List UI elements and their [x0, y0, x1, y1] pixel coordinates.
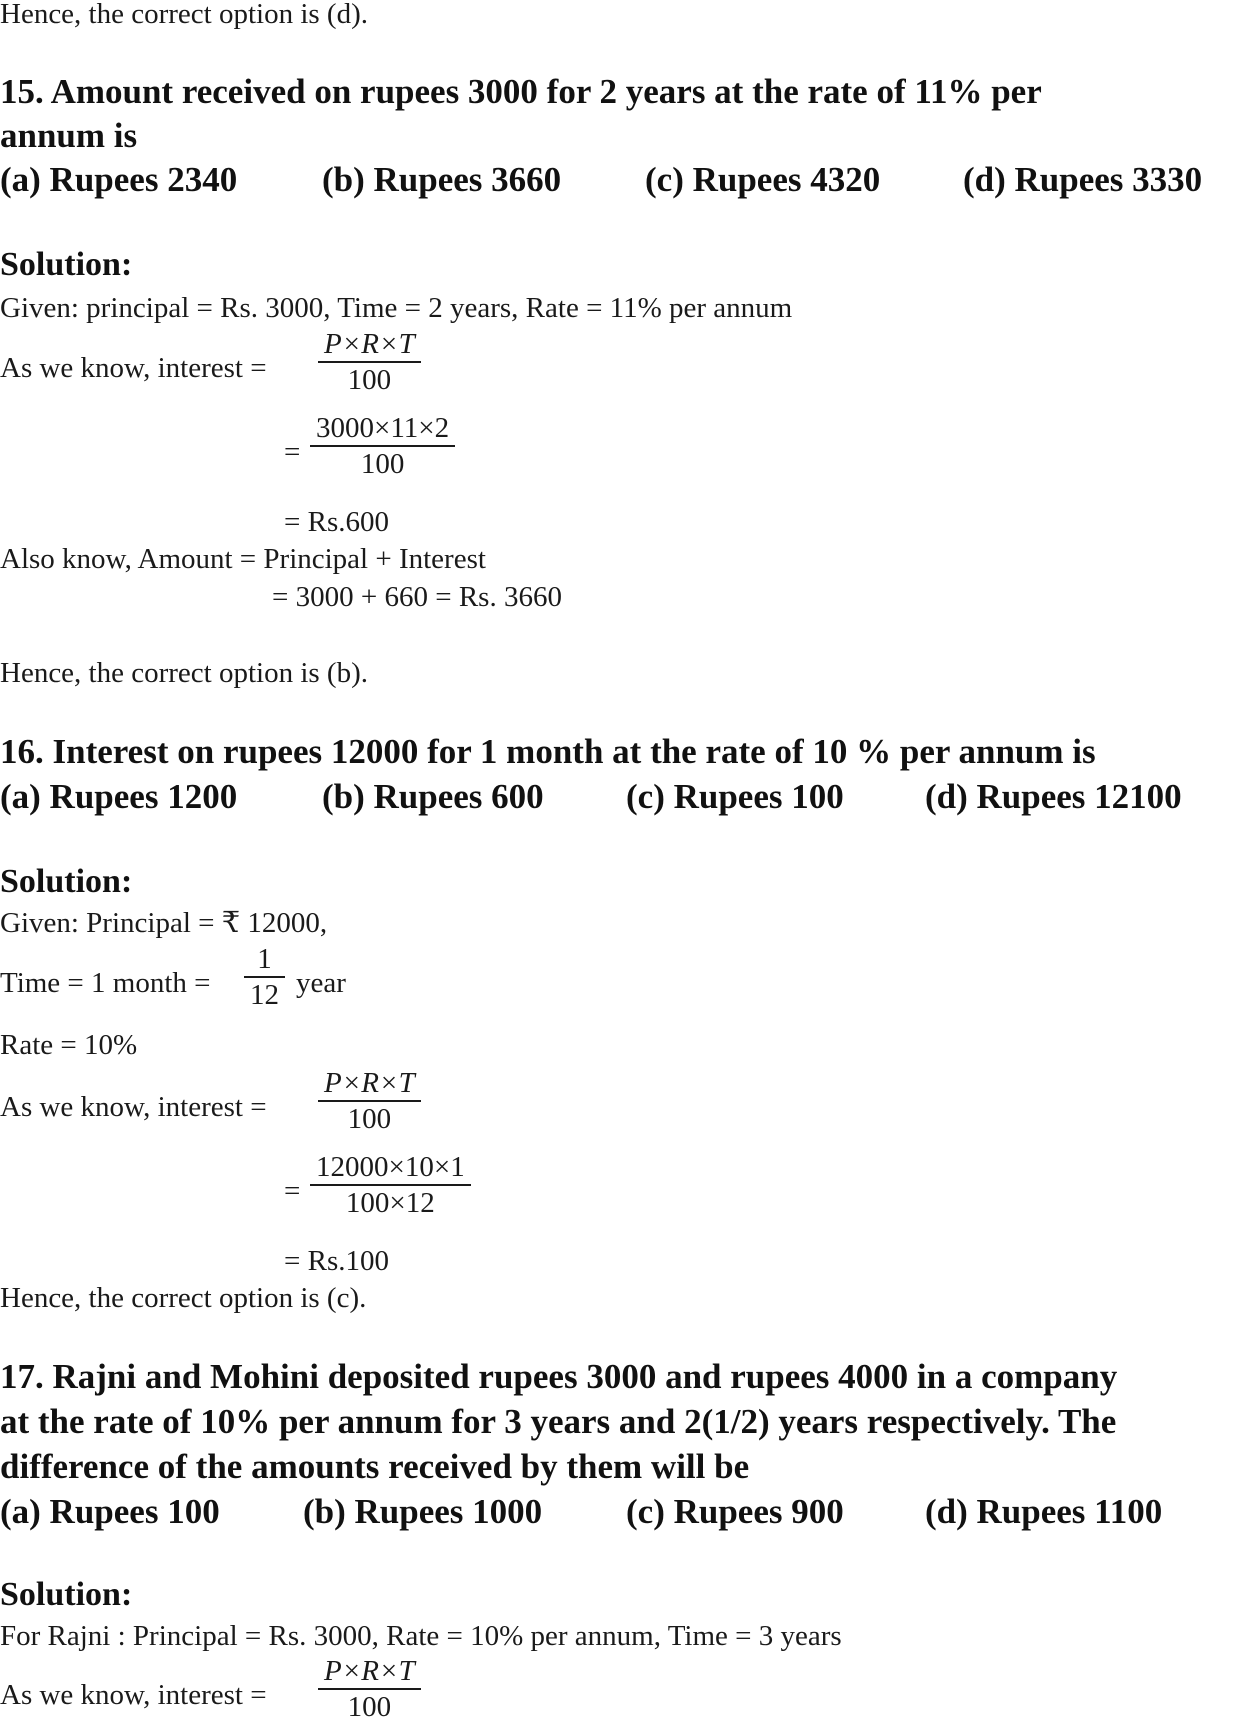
question-17-formula-fraction — [318, 1654, 421, 1724]
question-15-equals: = — [284, 436, 301, 468]
question-16-substitution-fraction — [310, 1150, 471, 1220]
question-15-substitution-fraction — [310, 411, 455, 481]
question-16-solution-heading: Solution: — [0, 863, 133, 900]
question-17-given: For Rajni : Principal = Rs. 3000, Rate = 10% per annum, Time = 3 years — [0, 1620, 842, 1652]
question-16-time-fraction — [244, 942, 285, 1012]
formula-numerator: P×R×T — [318, 1654, 421, 1690]
question-16-formula-fraction — [318, 1066, 421, 1136]
question-16-time-unit: year — [296, 967, 346, 999]
question-17-option-d: (d) Rupees 1100 — [925, 1492, 1163, 1531]
substitution-numerator: 3000×11×2 — [310, 411, 455, 447]
substitution-denominator: 100×12 — [345, 1187, 435, 1219]
question-16-interest-result: = Rs.100 — [284, 1245, 389, 1277]
question-15-amount-line: Also know, Amount = Principal + Interest — [0, 543, 486, 575]
previous-conclusion: Hence, the correct option is (d). — [0, 0, 368, 30]
question-15-line-2: annum is — [0, 116, 138, 155]
question-17-line-1: 17. Rajni and Mohini deposited rupees 3000 and rupees 4000 in a company — [0, 1357, 1118, 1396]
question-17-option-b: (b) Rupees 1000 — [303, 1492, 543, 1531]
question-16-time-label: Time = 1 month = — [0, 967, 211, 999]
question-16-given: Given: Principal = ₹ 12000, — [0, 907, 328, 939]
question-15-amount-calc: = 3000 + 660 = Rs. 3660 — [272, 581, 562, 613]
question-16-option-d: (d) Rupees 12100 — [925, 777, 1182, 816]
question-16-interest-label: As we know, interest = — [0, 1091, 267, 1123]
formula-numerator: P×R×T — [318, 1066, 421, 1102]
question-15-option-d: (d) Rupees 3330 — [963, 160, 1203, 199]
question-17-option-a: (a) Rupees 100 — [0, 1492, 220, 1531]
question-17-solution-heading: Solution: — [0, 1576, 133, 1613]
question-17-line-3: difference of the amounts received by them will be — [0, 1447, 750, 1486]
question-16-line-1: 16. Interest on rupees 12000 for 1 month at the rate of 10 % per annum is — [0, 732, 1096, 771]
question-15-given: Given: principal = Rs. 3000, Time = 2 years, Rate = 11% per annum — [0, 292, 793, 324]
question-16-option-a: (a) Rupees 1200 — [0, 777, 238, 816]
question-15-formula-fraction — [318, 327, 421, 397]
question-17-line-2: at the rate of 10% per annum for 3 years and 2(1/2) years respectively. The — [0, 1402, 1117, 1441]
question-16-conclusion: Hence, the correct option is (c). — [0, 1282, 367, 1314]
question-17-option-c: (c) Rupees 900 — [626, 1492, 844, 1531]
question-15-interest-label: As we know, interest = — [0, 352, 267, 384]
question-15-option-b: (b) Rupees 3660 — [322, 160, 562, 199]
question-16-equals: = — [284, 1175, 301, 1207]
question-15-solution-heading: Solution: — [0, 246, 133, 283]
question-17-interest-label: As we know, interest = — [0, 1679, 267, 1711]
question-15-interest-result: = Rs.600 — [284, 506, 389, 538]
question-15-option-c: (c) Rupees 4320 — [645, 160, 881, 199]
time-numerator: 1 — [244, 942, 285, 978]
question-15-option-a: (a) Rupees 2340 — [0, 160, 238, 199]
formula-numerator: P×R×T — [318, 327, 421, 363]
formula-denominator: 100 — [347, 1691, 392, 1723]
question-16-option-b: (b) Rupees 600 — [322, 777, 544, 816]
question-16-option-c: (c) Rupees 100 — [626, 777, 844, 816]
question-16-rate: Rate = 10% — [0, 1029, 138, 1061]
time-denominator: 12 — [250, 979, 279, 1011]
question-15-conclusion: Hence, the correct option is (b). — [0, 657, 368, 689]
substitution-denominator: 100 — [360, 448, 405, 480]
question-15-line-1: 15. Amount received on rupees 3000 for 2 years at the rate of 11% per — [0, 72, 1042, 111]
formula-denominator: 100 — [347, 1103, 392, 1135]
substitution-numerator: 12000×10×1 — [310, 1150, 471, 1186]
formula-denominator: 100 — [347, 364, 392, 396]
